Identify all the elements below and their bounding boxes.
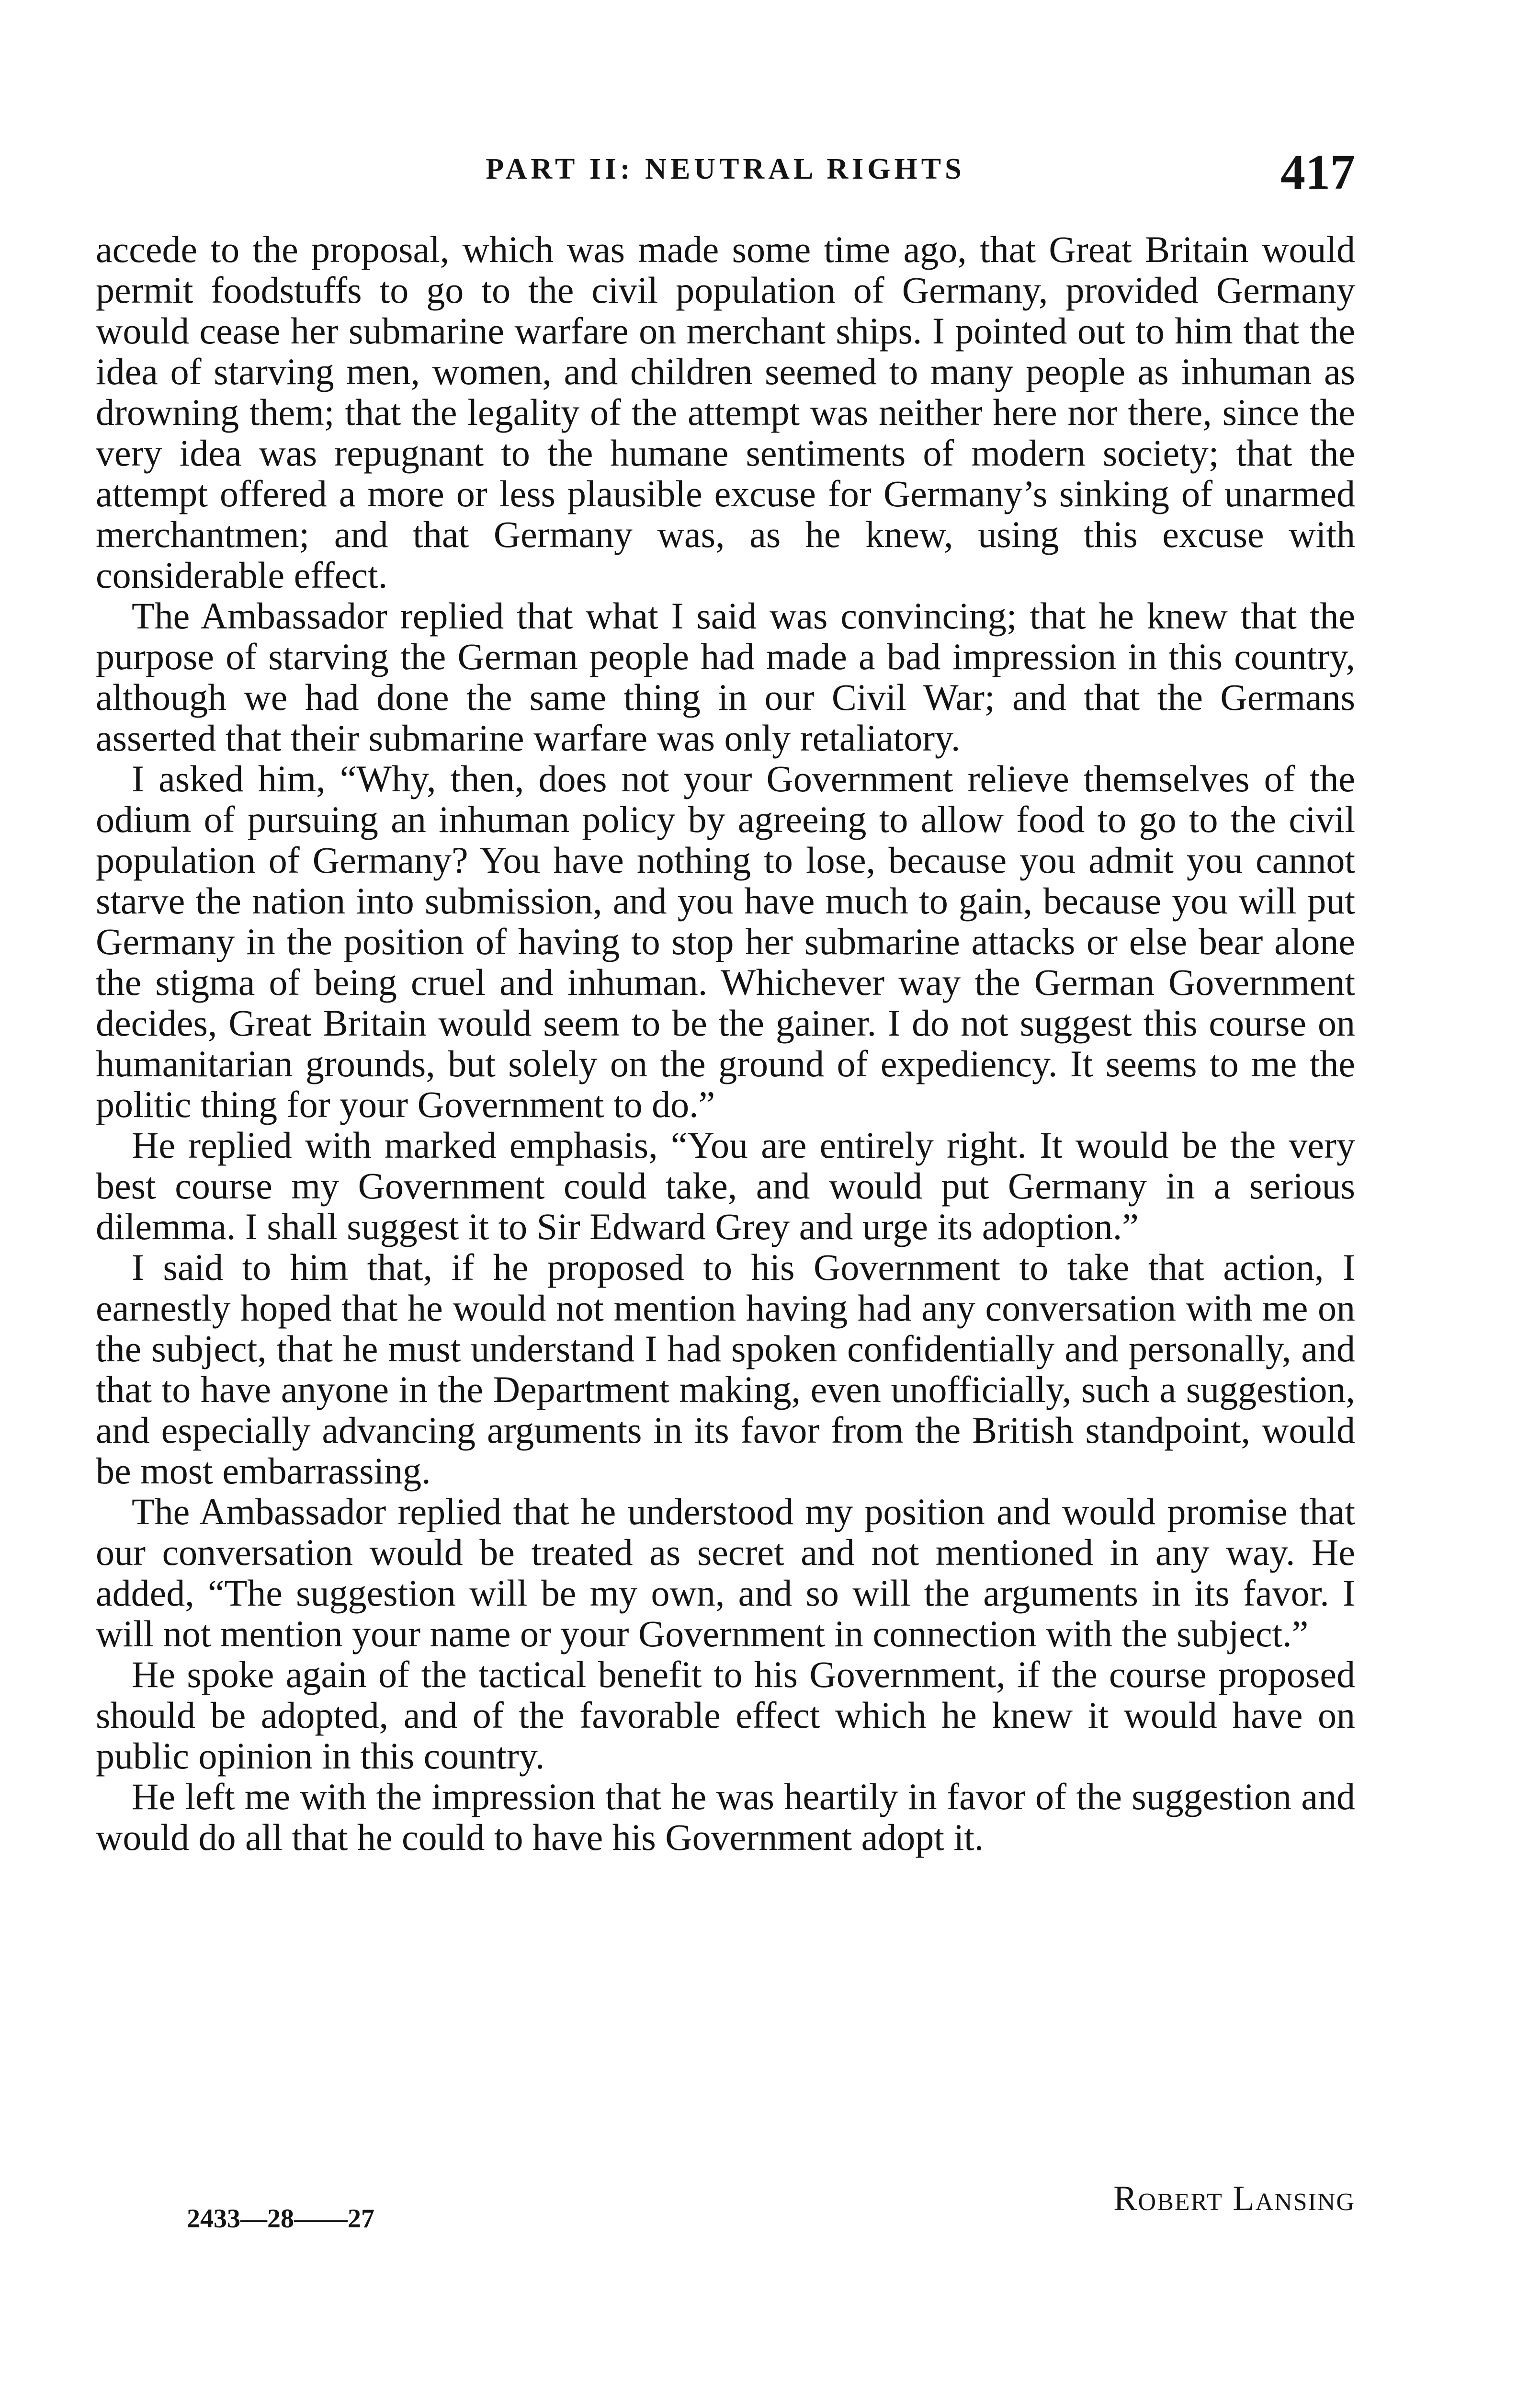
signature: Robert Lansing (1113, 2179, 1355, 2218)
printer-signature-mark: 2433—28——27 (187, 2204, 374, 2234)
paragraph-8: He left me with the impression that he was heartily in favor of the suggestion and would do all that he could to have his Government adopt it. (96, 1776, 1355, 1858)
paragraph-7: He spoke again of the tactical benefit to his Government, if the course proposed should be adopted, and of the favorable effect which he knew it would have on public opinion in this country. (96, 1654, 1355, 1777)
running-head (96, 144, 1355, 201)
paragraph-1: accede to the proposal, which was made some time ago, that Great Britain would permit foodstuffs to go to the civil population of Germany, provided Germany would cease her submarine warfare on merchant ships. I pointed out to him that the idea of starving men, women, and children seemed to many people as inhuman as drowning them; that the legality of the attempt was neither here nor there, since the very idea was repugnant to the humane sentiments of modern society; that the attempt offered a more or less plausible excuse for Germany’s sinking of unarmed merchantmen; and that Germany was, as he knew, using this excuse with considerable effect. (96, 228, 1355, 596)
body-text (96, 229, 1355, 1858)
page-number: 417 (1280, 145, 1355, 200)
paragraph-2: The Ambassador replied that what I said was convincing; that he knew that the purpose of starving the German people had made a bad impression in this country, although we had done the same thing in our Civil War; and that the Germans asserted that their submarine warfare was only retaliatory. (96, 595, 1355, 759)
paragraph-6: The Ambassador replied that he understood my position and would promise that our conversation would be treated as secret and not mentioned in any way. He added, “The suggestion will be my own, and so will the arguments in its favor. I will not mention your name or your Government in connection with the subject.” (96, 1491, 1355, 1654)
paragraph-5: I said to him that, if he proposed to his Government to take that action, I earnestly hoped that he would not mention having had any conversation with me on the subject, that he must understand I had spoken confidentially and personally, and that to have anyone in the Department making, even unofficially, such a suggestion, and especially advancing arguments in its favor from the British standpoint, would be most embarrassing. (96, 1246, 1355, 1492)
paragraph-3: I asked him, “Why, then, does not your Government relieve themselves of the odium of pursuing an inhuman policy by agreeing to allow food to go to the civil population of Germany? You have nothing to lose, because you admit you cannot starve the nation into submission, and you have much to gain, because you will put Germany in the position of having to stop her submarine attacks or else bear alone the stigma of being cruel and inhuman. Whichever way the German Government decides, Great Britain would seem to be the gainer. I do not suggest this course on humanitarian grounds, but solely on the ground of expediency. It seems to me the politic thing for your Government to do.” (96, 758, 1355, 1125)
running-title: PART II: NEUTRAL RIGHTS (486, 153, 965, 185)
paragraph-4: He replied with marked emphasis, “You are entirely right. It would be the very best course my Government could take, and would put Germany in a serious dilemma. I shall suggest it to Sir Edward Grey and urge its adoption.” (96, 1124, 1355, 1247)
